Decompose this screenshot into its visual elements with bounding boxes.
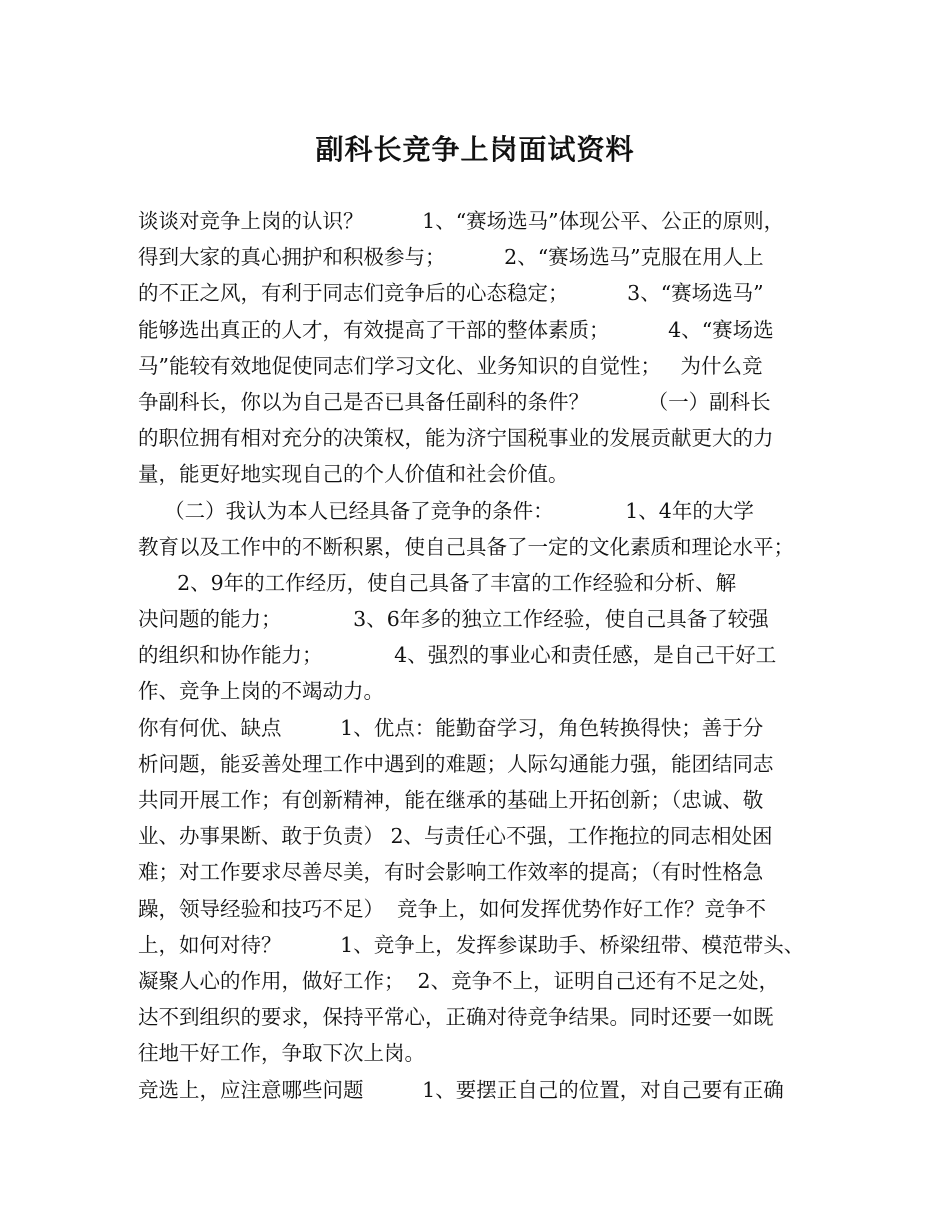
text-line: 竞选上，应注意哪些问题 1、要摆正自己的位置，对自己要有正确 <box>138 1077 784 1102</box>
text-line: 达不到组织的要求，保持平常心，正确对待竞争结果。同时还要一如既 <box>138 1005 774 1030</box>
text-line: 量，能更好地实现自己的个人价值和社会价值。 <box>138 462 569 487</box>
text-line: （二）我认为本人已经具备了竞争的条件： 1、4年的大学 <box>138 498 754 523</box>
text-line: 决问题的能力； 3、6年多的独立工作经验，使自己具备了较强 <box>138 607 769 632</box>
text-line: 2、9年的工作经历，使自己具备了丰富的工作经验和分析、解 <box>138 570 737 595</box>
text-line: 的不正之风，有利于同志们竞争后的心态稳定； 3、“赛场选马” <box>138 281 764 306</box>
page-title: 副科长竞争上岗面试资料 <box>315 133 635 166</box>
text-line: 的组织和协作能力； 4、强烈的事业心和责任感，是自己干好工 <box>138 643 777 668</box>
text-line: 你有何优、缺点 1、优点：能勤奋学习，角色转换得快；善于分 <box>138 715 764 740</box>
text-line: 析问题，能妥善处理工作中遇到的难题；人际勾通能力强，能团结同志 <box>138 751 774 776</box>
text-line: 谈谈对竞争上岗的认识？ 1、“赛场选马”体现公平、公正的原则， <box>138 209 785 233</box>
text-line: 得到大家的真心拥护和积极参与； 2、“赛场选马”克服在用人上 <box>138 245 764 270</box>
text-line: 共同开展工作；有创新精神，能在继承的基础上开拓创新；（忠诚、敬 <box>138 788 764 812</box>
text-line: 凝聚人心的作用，做好工作； 2、竞争不上，证明自己还有不足之处， <box>138 968 780 993</box>
text-line: 马”能较有效地促使同志们学习文化、业务知识的自觉性； 为什么竞 <box>138 353 763 378</box>
body-text <box>138 203 828 1108</box>
text-line: 作、竞争上岗的不竭动力。 <box>138 679 384 704</box>
text-line: 争副科长，你以为自己是否已具备任副科的条件？ （一）副科长 <box>138 389 771 414</box>
text-line: 往地干好工作，争取下次上岗。 <box>138 1041 425 1066</box>
text-line: 难；对工作要求尽善尽美，有时会影响工作效率的提高；（有时性格急 <box>138 860 764 885</box>
text-line: 业、办事果断、敢于负责） 2、与责任心不强，工作拖拉的同志相处困 <box>138 824 773 849</box>
text-line: 上，如何对待？ 1、竞争上，发挥参谋助手、桥梁纽带、模范带头、 <box>138 932 805 957</box>
text-line: 能够选出真正的人才，有效提高了干部的整体素质； 4、“赛场选 <box>138 317 774 342</box>
text-line: 教育以及工作中的不断积累，使自己具备了一定的文化素质和理论水平； <box>138 534 794 559</box>
text-line: 的职位拥有相对充分的决策权，能为济宁国税事业的发展贡献更大的力 <box>138 426 774 451</box>
text-line: 躁，领导经验和技巧不足） 竞争上，如何发挥优势作好工作？竞争不 <box>138 896 767 921</box>
